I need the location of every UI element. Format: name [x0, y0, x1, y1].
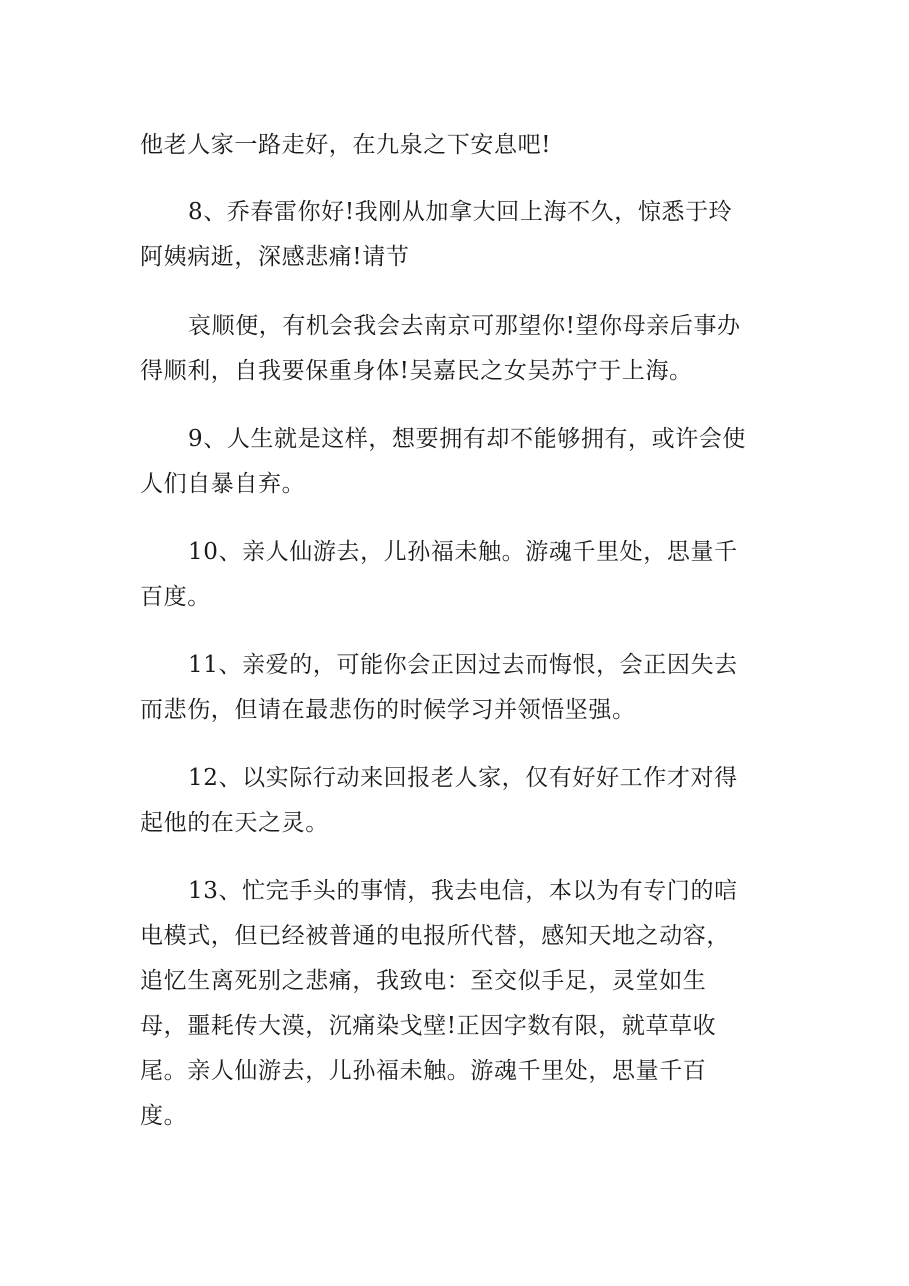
- item-13-line-6: 度。: [140, 1103, 188, 1129]
- item-10-line-1: 10、亲人仙游去，儿孙福未触。游魂千里处，思量千: [188, 539, 738, 565]
- item-8-line-3: 哀顺便，有机会我会去南京可那望你!望你母亲后事办: [188, 313, 741, 339]
- text-line: 他老人家一路走好，在九泉之下安息吧!: [140, 132, 552, 158]
- item-9-line-1: 9、人生就是这样，想要拥有却不能够拥有，或许会使: [188, 426, 747, 452]
- item-13-line-2: 电模式，但已经被普通的电报所代替，感知天地之动容，: [140, 923, 730, 949]
- item-11-line-2: 而悲伤，但请在最悲伤的时候学习并领悟坚强。: [140, 697, 636, 723]
- item-8-line-1: 8、乔春雷你好!我刚从加拿大回上海不久，惊悉于玲: [188, 199, 733, 225]
- item-13-line-5: 尾。亲人仙游去，儿孙福未触。游魂千里处，思量千百: [140, 1058, 707, 1084]
- item-13-line-3: 追忆生离死别之悲痛，我致电：至交似手足，灵堂如生: [140, 968, 707, 994]
- item-8-line-2: 阿姨病逝，深感悲痛!请节: [140, 244, 410, 270]
- item-11-line-1: 11、亲爱的，可能你会正因过去而悔恨，会正因失去: [188, 652, 738, 678]
- item-13-line-1: 13、忙完手头的事情，我去电信，本以为有专门的唁: [188, 878, 738, 904]
- item-13-line-4: 母，噩耗传大漠，沉痛染戈壁!正因字数有限，就草草收: [140, 1013, 717, 1039]
- item-8-line-4: 得顺利，自我要保重身体!吴嘉民之女吴苏宁于上海。: [140, 358, 693, 384]
- item-12-line-2: 起他的在天之灵。: [140, 810, 329, 836]
- item-12-line-1: 12、以实际行动来回报老人家，仅有好好工作才对得: [188, 765, 738, 791]
- item-9-line-2: 人们自暴自弃。: [140, 471, 306, 497]
- item-10-line-2: 百度。: [140, 584, 211, 610]
